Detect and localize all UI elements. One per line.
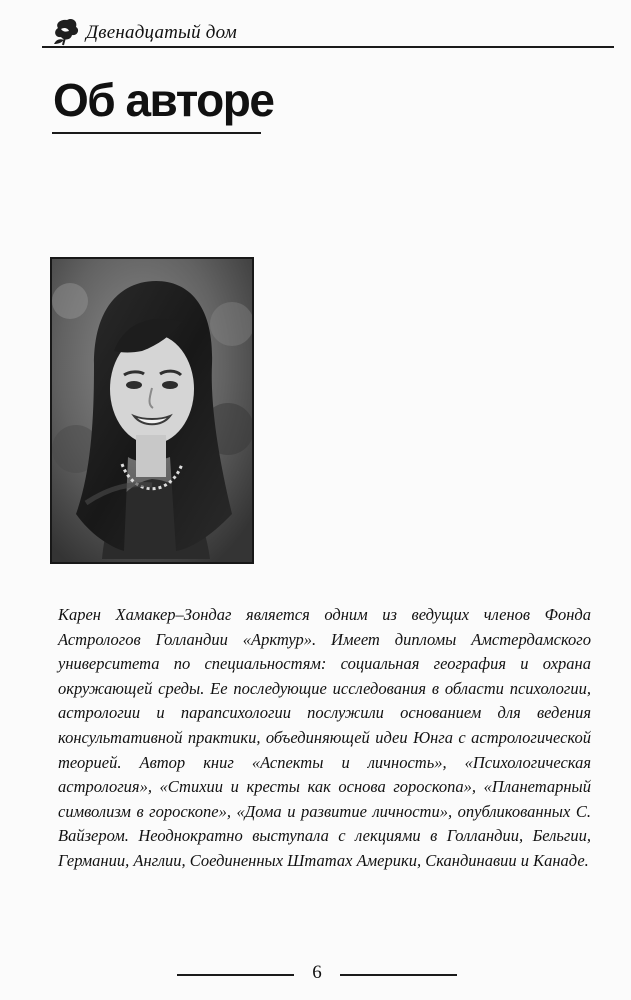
rose-icon bbox=[50, 16, 84, 46]
page-footer bbox=[177, 960, 457, 990]
author-photo bbox=[50, 257, 254, 564]
page-title-text: Об авторе bbox=[53, 74, 274, 126]
header-title: Двенадцатый дом bbox=[86, 22, 237, 43]
page-title bbox=[52, 70, 274, 134]
author-biography: Карен Хамакер–Зондаг является одним из ведущих членов Фонда Астрологов Голландии «Арктур». Имеет дипломы Амстердамского университета по специальностям: социальная география и охрана окружающей среды. Ее последующие исследования в области психологии, астрологии и парапсихологии послужили основанием для ведения консультативной практики, объединяющей идеи Юнга с астрологической теорией. Автор книг «Аспекты и личность», «Психологическая астрология», «Стихии и кресты как основа гороскопа», «Планетарный символизм в гороскопе», «Дома и развитие личности», опубликованных С. Вайзером. Неоднократно выступала с лекциями в Голландии, Бельгии, Германии, Англии, Соединенных Штатах Америки, Скандинавии и Канаде. bbox=[58, 605, 591, 870]
footer-rule-left bbox=[177, 974, 294, 976]
page-number: 6 bbox=[312, 962, 322, 983]
footer-rule-right bbox=[340, 974, 457, 976]
running-header bbox=[42, 6, 614, 48]
